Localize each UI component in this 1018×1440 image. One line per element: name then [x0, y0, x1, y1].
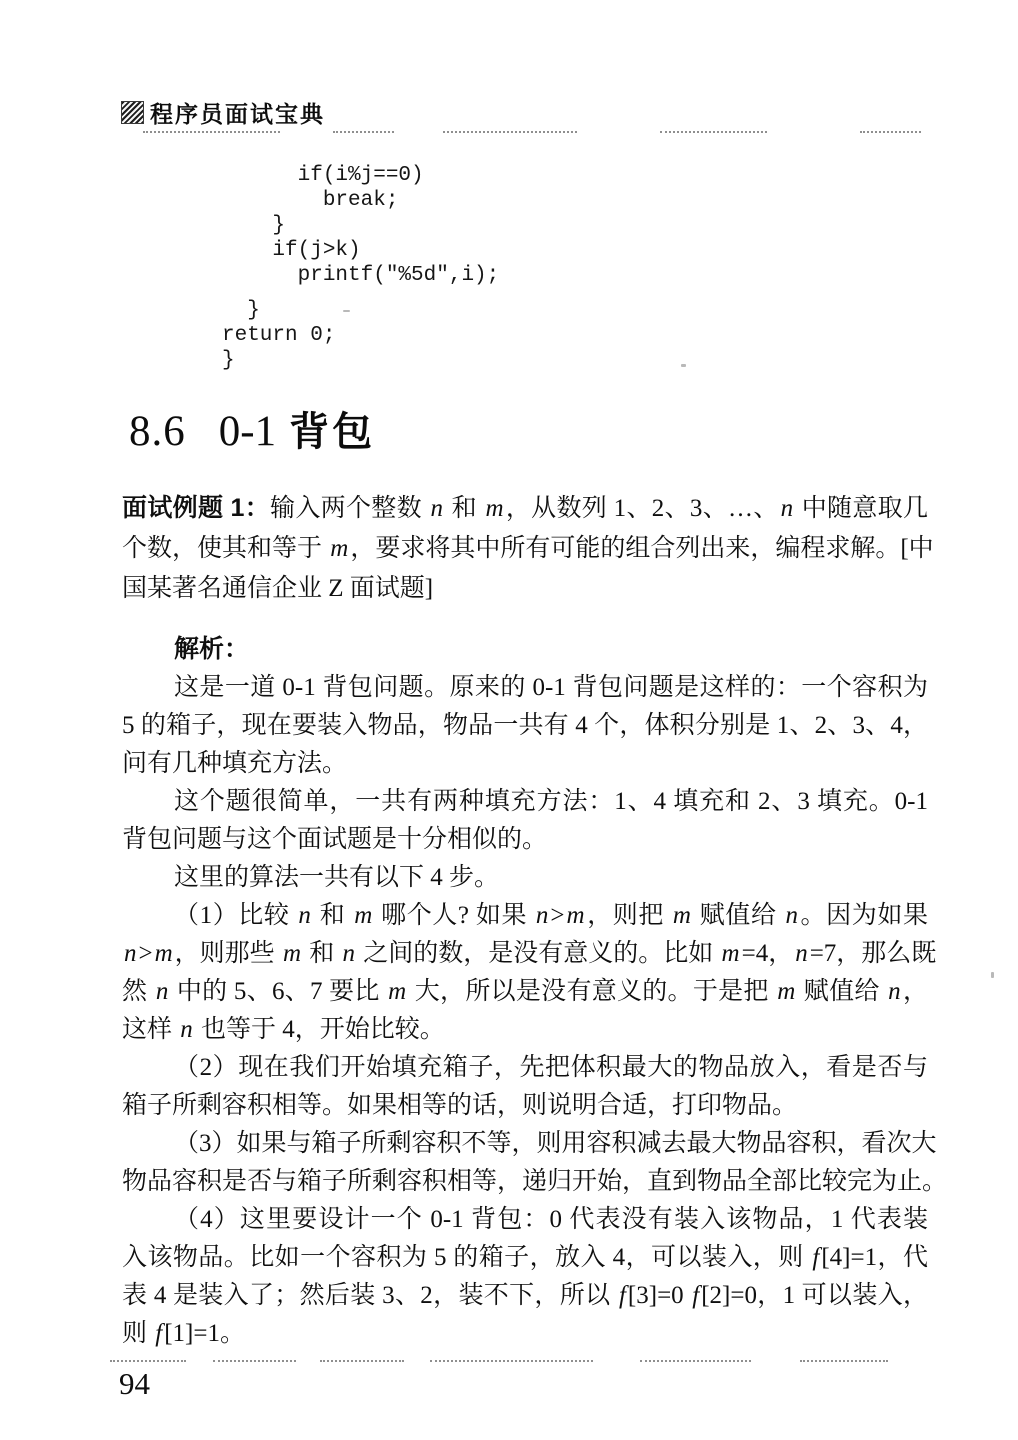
scan-speck — [343, 310, 350, 312]
divider-segment — [430, 1360, 593, 1362]
paragraph — [122, 1201, 928, 1353]
code-line: break; — [222, 189, 399, 212]
scan-speck — [991, 972, 994, 978]
running-head — [122, 96, 325, 129]
paragraph — [122, 1049, 928, 1125]
divider-segment — [640, 1360, 751, 1362]
paragraph — [122, 488, 934, 609]
code-line: printf("%5d",i); — [222, 264, 500, 287]
code-line: } — [222, 349, 235, 372]
divider-segment — [660, 131, 767, 133]
divider-segment — [333, 131, 394, 133]
code-line: if(i%j==0) — [222, 164, 424, 187]
footer-divider — [0, 1360, 1018, 1363]
section-title-latin: 0-1 — [218, 408, 277, 455]
text-line: 这个题很简单，一共有两种填充方法：1、4 填充和 2、3 填充。0-1 — [174, 788, 928, 815]
divider-segment — [860, 131, 921, 133]
paragraph — [122, 859, 928, 897]
paragraph — [122, 1125, 948, 1201]
text-line: 这样 n 也等于 4，开始比较。 — [122, 1016, 445, 1043]
text-line: （2）现在我们开始填充箱子，先把体积最大的物品放入，看是否与 — [174, 1054, 928, 1081]
paragraph — [122, 630, 928, 669]
paragraph — [122, 897, 937, 1049]
text-line: （1）比较 n 和 m 哪个人? 如果 n>m，则把 m 赋值给 n。因为如果 — [174, 902, 928, 929]
text-line: （4）这里要设计一个 0-1 背包：0 代表没有装入该物品，1 代表装 — [174, 1206, 928, 1233]
code-line: } — [222, 214, 286, 237]
text-line: 物品容积是否与箱子所剩容积相等，递归开始，直到物品全部比较完为止。 — [122, 1168, 948, 1195]
divider-segment — [143, 131, 280, 133]
text-line: （3）如果与箱子所剩容积不等，则用容积减去最大物品容积，看次大 — [174, 1130, 937, 1157]
body-text — [122, 488, 948, 1353]
text-line: 问有几种填充方法。 — [122, 750, 348, 777]
text-line: 国某著名通信企业 Z 面试题] — [122, 575, 434, 602]
scan-speck — [681, 364, 686, 367]
paragraph — [122, 783, 928, 859]
section-heading — [129, 400, 375, 457]
text-line: 这是一道 0-1 背包问题。原来的 0-1 背包问题是这样的：一个容积为 — [174, 674, 928, 701]
code-line: return 0; — [222, 324, 336, 347]
text-line: 这里的算法一共有以下 4 步。 — [174, 864, 500, 891]
text-line: 箱子所剩容积相等。如果相等的话，则说明合适，打印物品。 — [122, 1092, 798, 1119]
text-line: 则 f[1]=1。 — [122, 1320, 245, 1347]
divider-segment — [800, 1360, 888, 1362]
divider-segment — [213, 1360, 296, 1362]
section-number: 8.6 — [129, 408, 186, 455]
code-line: } — [222, 299, 260, 322]
text-line: 面试例题 1：输入两个整数 n 和 m，从数列 1、2、3、…、n 中随意取几 — [122, 494, 928, 522]
header-logo-icon — [122, 102, 143, 123]
section-title: 背包 — [289, 410, 376, 454]
text-line: 背包问题与这个面试题是十分相似的。 — [122, 826, 548, 853]
code-block — [222, 163, 499, 373]
paragraph — [122, 669, 928, 783]
text-line: n>m，则那些 m 和 n 之间的数，是没有意义的。比如 m=4，n=7，那么既 — [124, 940, 937, 967]
text-line: 个数，使其和等于 m，要求将其中所有可能的组合列出来，编程求解。[中 — [122, 535, 934, 562]
divider-segment — [320, 1360, 404, 1362]
divider-segment — [110, 1360, 186, 1362]
text-line: 然 n 中的 5、6、7 要比 m 大，所以是没有意义的。于是把 m 赋值给 n， — [122, 978, 928, 1005]
text-line: 5 的箱子，现在要装入物品，物品一共有 4 个，体积分别是 1、2、3、4， — [122, 712, 928, 739]
book-title: 程序员面试宝典 — [150, 101, 325, 127]
text-line: 解析： — [174, 635, 250, 663]
code-line: if(j>k) — [222, 239, 361, 262]
divider-segment — [443, 131, 577, 133]
text-line: 入该物品。比如一个容积为 5 的箱子，放入 4，可以装入，则 f[4]=1，代 — [122, 1244, 929, 1271]
header-divider — [0, 131, 1018, 134]
text-line: 表 4 是装入了；然后装 3、2，装不下，所以 f[3]=0 f[2]=0，1 可以装入， — [122, 1282, 928, 1309]
page-number: 94 — [119, 1366, 150, 1401]
